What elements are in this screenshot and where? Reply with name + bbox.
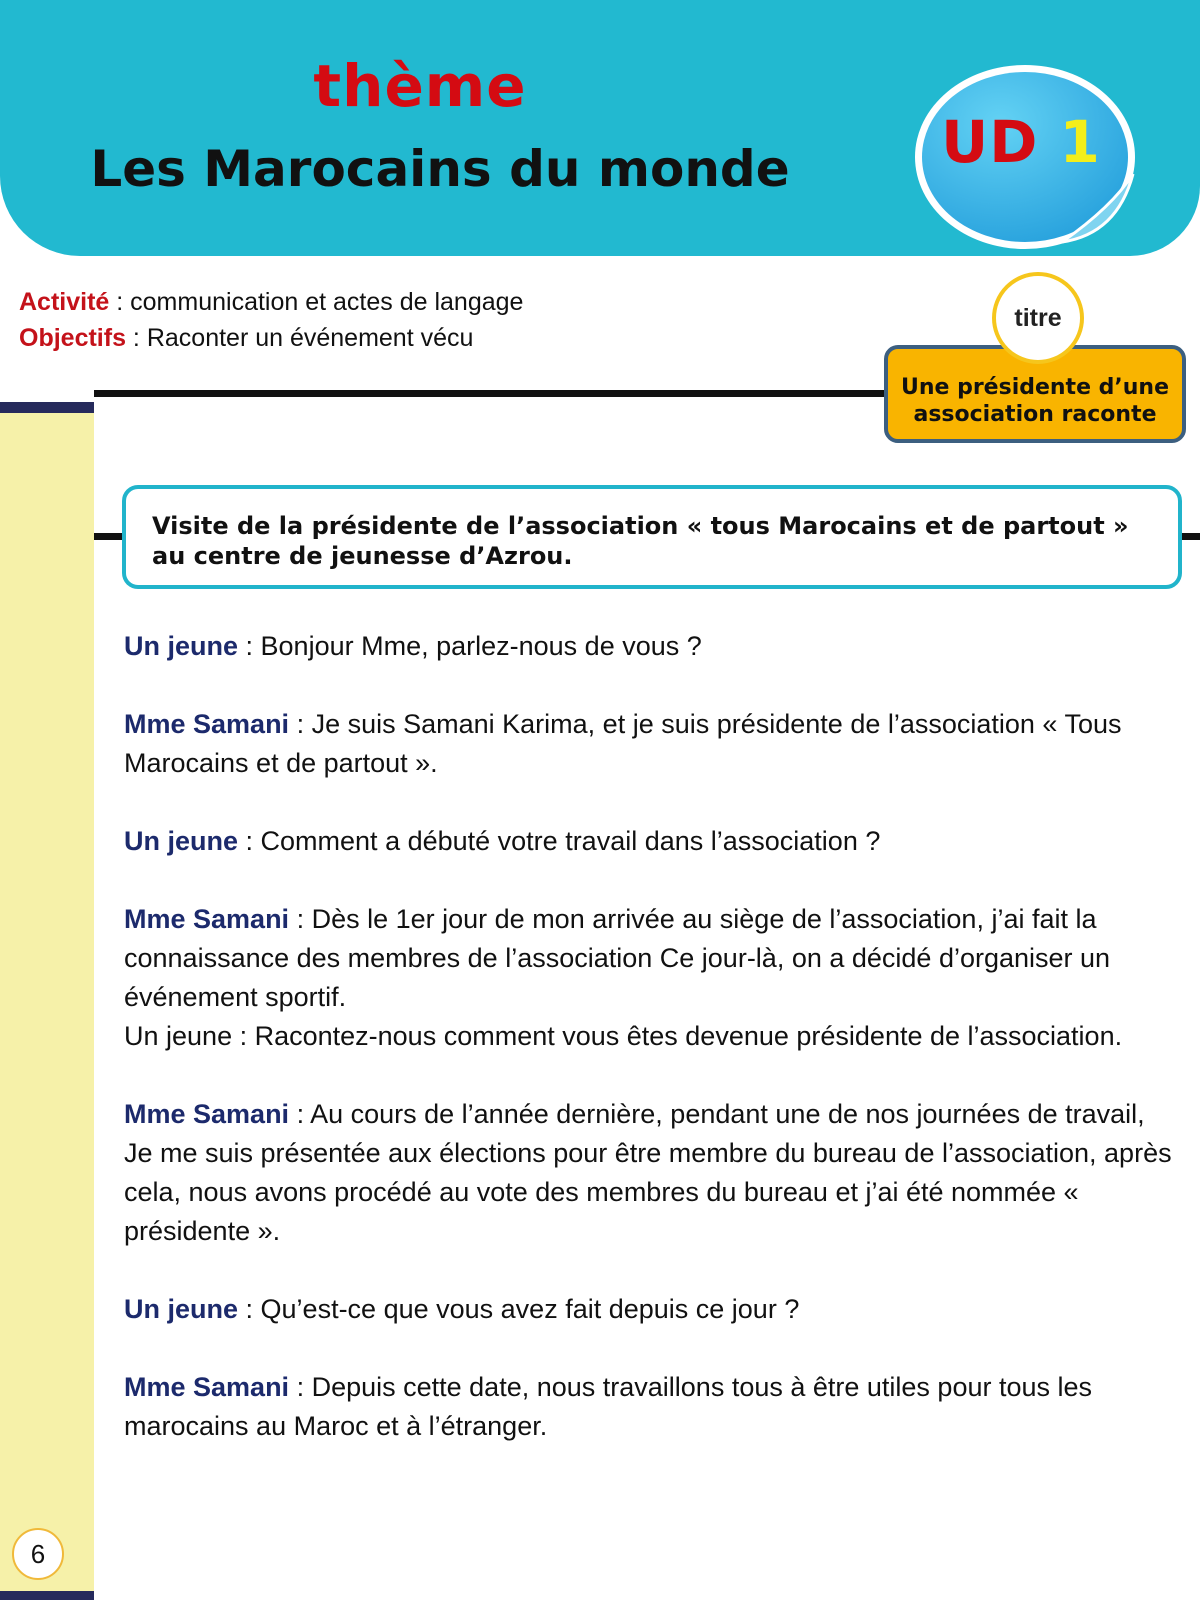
intro-box: Visite de la présidente de l’association « tous Marocains et de partout » au centre de jeunesse d’Azrou.	[122, 485, 1182, 589]
dialogue-line: Un jeune : Bonjour Mme, parlez-nous de vous ?	[124, 631, 702, 661]
dialogue-line: Un jeune : Qu’est-ce que vous avez fait depuis ce jour ?	[124, 1294, 800, 1324]
theme-label: thème	[313, 52, 527, 120]
dialogue-line: Mme Samani : Dès le 1er jour de mon arrivée au siège de l’association, j’ai fait la connaissance des membres de l’association Ce jour-là, on a décidé d’organiser un événement sportif. Un jeune : Racontez-nous comment vous êtes devenue présidente de l’association.	[124, 904, 1123, 1051]
dialogue-line: Un jeune : Comment a débuté votre travail dans l’association ?	[124, 826, 881, 856]
page-number: 6	[12, 1528, 64, 1580]
objective-line: Objectifs : Raconter un événement vécu	[19, 324, 474, 352]
divider-right-stub	[1180, 533, 1200, 540]
dialogue-followup: Un jeune : Racontez-nous comment vous êtes devenue présidente de l’association.	[124, 1021, 1123, 1051]
unit-label: UD 1	[941, 108, 1101, 176]
activity-line: Activité : communication et actes de langage	[19, 288, 524, 316]
dialogue-line: Mme Samani : Au cours de l’année dernière, pendant une de nos journées de travail, Je me suis présentée aux élections pour être membre du bureau de l’association, après cela, nous avons procédé au vote des membres du bureau et j’ai été nommée « présidente ».	[124, 1099, 1172, 1246]
dialogue-line: Mme Samani : Depuis cette date, nous travaillons tous à être utiles pour tous les marocains au Maroc et à l’étranger.	[124, 1372, 1093, 1441]
page-title: Les Marocains du monde	[90, 140, 790, 198]
dialogue-line: Mme Samani : Je suis Samani Karima, et je suis présidente de l’association « Tous Marocains et de partout ».	[124, 709, 1122, 778]
lesson-meta	[19, 284, 523, 356]
divider-left-stub	[94, 533, 124, 540]
titre-badge: titre	[992, 272, 1084, 364]
side-strip	[0, 413, 94, 1593]
divider-top	[94, 390, 884, 397]
side-accent-top	[0, 402, 94, 413]
dialogue	[124, 627, 1174, 1485]
side-accent-bottom	[0, 1591, 94, 1600]
lesson-title-box: Une présidente d’une association raconte	[884, 345, 1186, 443]
